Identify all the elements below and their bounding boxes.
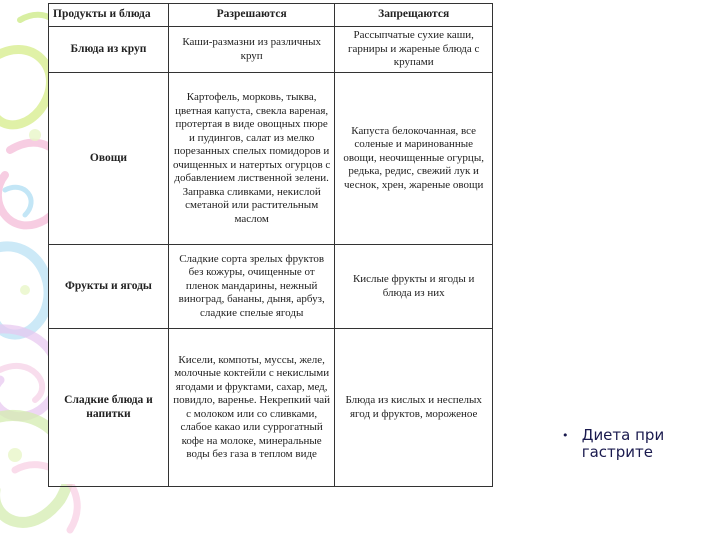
row-allowed: Кисели, компоты, муссы, желе, молочные коктейли с некислыми ягодами и фруктами, сахар, мед, повидло, варенье. Некрепкий чай с молоком или со сливками, слабое какао или суррогатный кофе на молоке, минеральные воды без газа в теплом виде [168,329,334,487]
slide-bullet [562,427,712,461]
table-header-row [49,4,493,27]
row-forbidden: Капуста белокочанная, все соленые и маринованные овощи, неочищенные огурцы, редька, редис, свежий лук и чеснок, хрен, жареные овощи [335,73,493,245]
row-forbidden: Блюда из кислых и неспелых ягод и фруктов, мороженое [335,329,493,487]
row-forbidden: Рассыпчатые сухие каши, гарниры и жареные блюда с крупами [335,27,493,73]
row-category: Блюда из круп [49,27,169,73]
row-allowed: Картофель, морковь, тыква, цветная капуста, свекла вареная, протертая в виде овощных пюре и пудингов, салат из мелко порезанных спелых помидоров и очищенных и натертых огурцов с добавлением лиственной зелени. Заправка сливками, некислой сметаной или растительным маслом [168,73,334,245]
row-forbidden: Кислые фрукты и ягоды и блюда из них [335,245,493,329]
header-products: Продукты и блюда [49,4,169,27]
table-row [49,329,493,487]
table-row [49,245,493,329]
table-row [49,27,493,73]
diet-table [48,3,493,487]
row-allowed: Каши-размазни из различных круп [168,27,334,73]
header-allowed: Разрешаются [168,4,334,27]
diet-table-container [48,3,493,484]
bullet-marker: • [562,429,569,442]
row-allowed: Сладкие сорта зрелых фруктов без кожуры, очищенные от пленок мандарины, нежный виноград, бананы, дыня, арбуз, сладкие спелые ягоды [168,245,334,329]
row-category: Овощи [49,73,169,245]
bullet-text: Диета при гастрите [581,426,665,461]
row-category: Сладкие блюда и напитки [49,329,169,487]
header-forbidden: Запрещаются [335,4,493,27]
table-row [49,73,493,245]
row-category: Фрукты и ягоды [49,245,169,329]
